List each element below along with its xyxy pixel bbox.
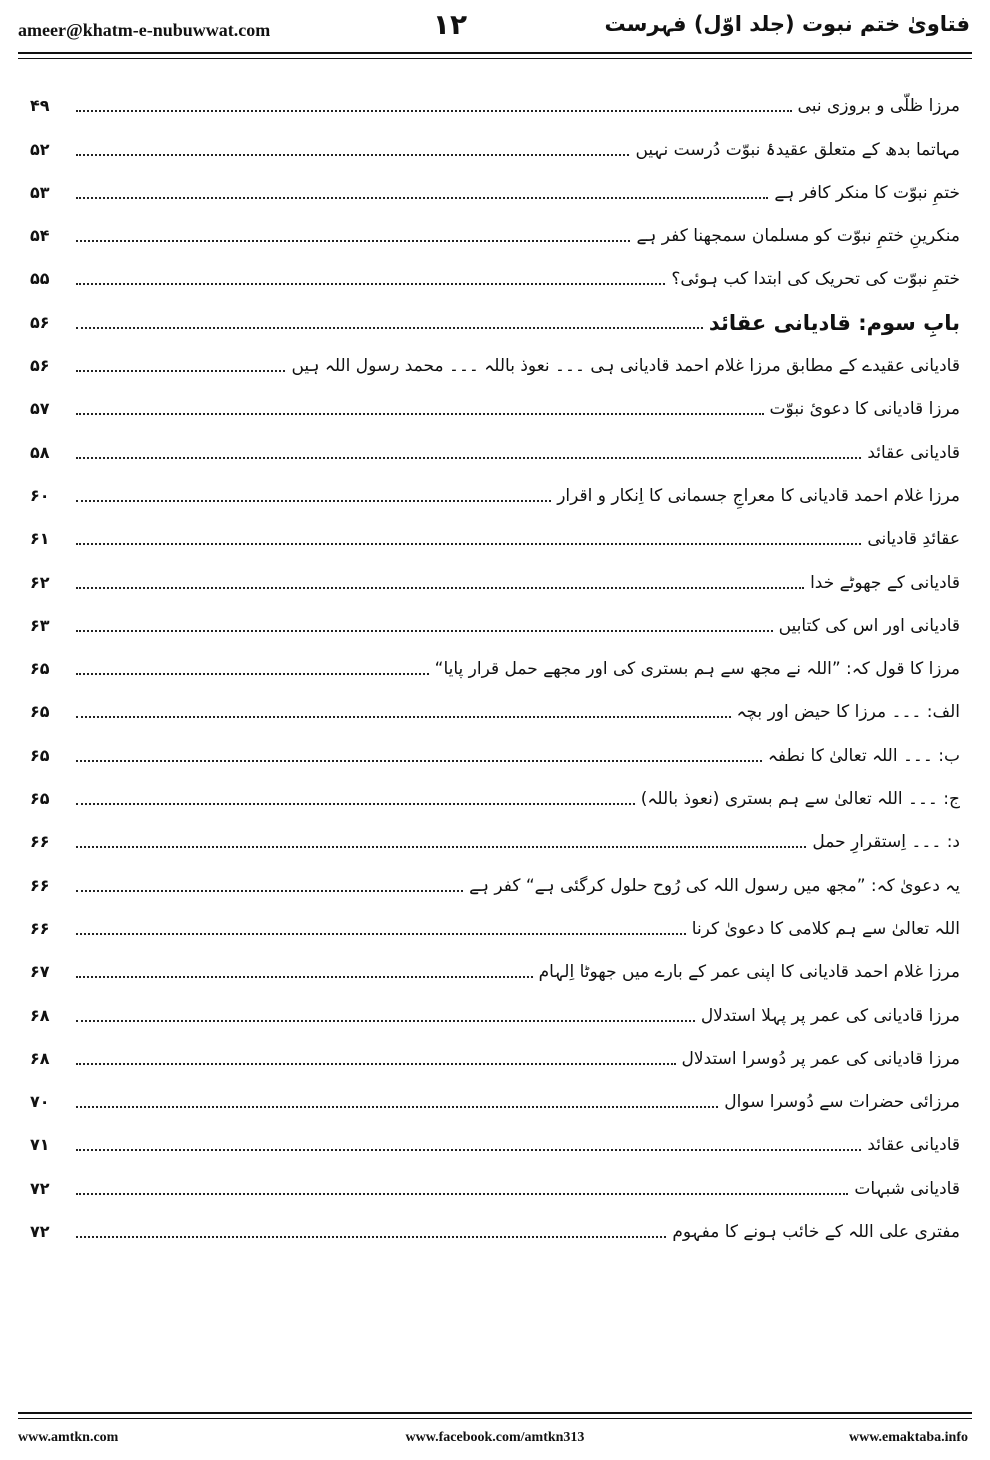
toc-entry-title: قادیانی عقیدے کے مطابق مرزا غلام احمد قادیانی ہی ۔۔۔ نعوذ باللہ ۔۔۔ محمد رسول اللہ ہیں: [291, 356, 960, 377]
toc-entry-title: ختمِ نبوّت کی تحریک کی ابتدا کب ہوئی؟: [671, 269, 960, 290]
toc-leader-dots: [76, 889, 463, 892]
toc-entry-title: قادیانی کے جھوٹے خدا: [810, 572, 960, 593]
toc-leader-dots: [76, 542, 861, 545]
toc-leader-dots: [76, 499, 551, 502]
toc-entry[interactable]: [30, 1070, 960, 1113]
footer-link-facebook[interactable]: www.facebook.com/amtkn313: [405, 1430, 585, 1445]
toc-leader-dots: [76, 759, 762, 762]
toc-entry-page: ۶۸: [30, 1005, 50, 1025]
toc-entry[interactable]: [30, 1113, 960, 1156]
toc-entry[interactable]: [30, 464, 960, 507]
toc-entry-title: قادیانی عقائد: [867, 1135, 960, 1156]
toc-entry[interactable]: [30, 74, 960, 117]
toc-chapter-heading[interactable]: [30, 290, 960, 333]
toc-entry-page: ۵۵: [30, 269, 50, 289]
toc-leader-dots: [76, 412, 764, 415]
toc-leader-dots: [76, 845, 806, 848]
toc-entry[interactable]: [30, 897, 960, 940]
table-of-contents: [30, 74, 960, 1243]
toc-entry-title: ج: ۔۔۔ اللہ تعالیٰ سے ہم بستری (نعوذ باللہ): [640, 789, 960, 810]
toc-entry-title: مرزا قادیانی کی عمر پر دُوسرا استدلال: [681, 1048, 960, 1069]
toc-entry[interactable]: [30, 767, 960, 810]
toc-entry-page: ۶۶: [30, 832, 50, 852]
toc-entry-title: مرزا ظلّی و بروزی نبی: [797, 96, 960, 117]
toc-entry-title: مفتری علی اللہ کے خائب ہونے کا مفہوم: [672, 1222, 960, 1243]
toc-entry[interactable]: [30, 637, 960, 680]
toc-entry[interactable]: [30, 377, 960, 420]
toc-entry-title: ختمِ نبوّت کا منکر کافر ہے: [774, 182, 960, 203]
toc-entry-page: ۶۰: [30, 485, 50, 505]
toc-entry-page: ۶۸: [30, 1048, 50, 1068]
toc-entry-page: ۵۳: [30, 182, 50, 202]
toc-entry-title: د: ۔۔۔ اِستقرارِ حمل: [812, 832, 960, 853]
header-rule-thin: [18, 58, 972, 59]
toc-leader-dots: [76, 629, 773, 632]
toc-entry[interactable]: [30, 334, 960, 377]
toc-entry-page: ۶۶: [30, 918, 50, 938]
footer-rule-thin: [18, 1418, 972, 1419]
toc-entry[interactable]: [30, 810, 960, 853]
toc-leader-dots: [76, 239, 630, 242]
toc-leader-dots: [76, 672, 429, 675]
toc-entry-title: مرزا غلام احمد قادیانی کا اپنی عمر کے بارے میں جھوٹا اِلہام: [538, 962, 960, 983]
toc-entry[interactable]: [30, 161, 960, 204]
toc-entry-page: ۵۴: [30, 226, 50, 246]
toc-entry[interactable]: [30, 204, 960, 247]
toc-entry[interactable]: [30, 983, 960, 1026]
page-header: [0, 0, 990, 78]
toc-entry[interactable]: [30, 594, 960, 637]
toc-entry-page: ۴۹: [30, 96, 50, 116]
toc-entry-page: ۶۳: [30, 615, 50, 635]
toc-entry[interactable]: [30, 420, 960, 463]
toc-entry[interactable]: [30, 723, 960, 766]
toc-entry-page: ۶۶: [30, 875, 50, 895]
toc-leader-dots: [76, 1148, 861, 1151]
toc-entry-page: ۵۲: [30, 139, 50, 159]
toc-entry[interactable]: [30, 1027, 960, 1070]
header-book-title: فتاویٰ ختم نبوت (جلد اوّل) فہرست: [604, 12, 970, 36]
toc-entry-title: مرزا غلام احمد قادیانی کا معراجِ جسمانی کا اِنکار و اقرار: [557, 485, 960, 506]
toc-leader-dots: [76, 456, 861, 459]
toc-leader-dots: [76, 153, 629, 156]
toc-entry-title: مرزائی حضرات سے دُوسرا سوال: [724, 1092, 960, 1113]
toc-leader-dots: [76, 1235, 666, 1238]
toc-entry-page: ۶۵: [30, 789, 50, 809]
toc-entry-page: ۵۶: [30, 312, 50, 332]
toc-entry[interactable]: [30, 940, 960, 983]
header-rule-thick: [18, 52, 972, 54]
toc-leader-dots: [76, 1192, 848, 1195]
toc-entry[interactable]: [30, 1156, 960, 1199]
toc-entry-page: ۶۷: [30, 962, 50, 982]
toc-entry-title: قادیانی شبہات: [854, 1178, 960, 1199]
toc-entry-title: مہاتما بدھ کے متعلق عقیدۂ نبوّت دُرست نہیں: [635, 139, 960, 160]
toc-entry[interactable]: [30, 680, 960, 723]
toc-entry-title: الف: ۔۔۔ مرزا کا حیض اور بچہ: [736, 702, 960, 723]
toc-entry-title: یہ دعویٰ کہ: ”مجھ میں رسول اللہ کی رُوح حلول کرگئی ہے“ کفر ہے: [469, 875, 960, 896]
toc-leader-dots: [76, 1019, 695, 1022]
toc-entry[interactable]: [30, 1200, 960, 1243]
toc-entry-title: مرزا قادیانی کی عمر پر پہلا استدلال: [700, 1005, 960, 1026]
toc-entry-page: ۵۶: [30, 356, 50, 376]
toc-entry-page: ۵۷: [30, 399, 50, 419]
toc-entry[interactable]: [30, 507, 960, 550]
footer-link-amtkn[interactable]: www.amtkn.com: [18, 1430, 119, 1445]
header-email: ameer@khatm-e-nubuwwat.com: [18, 20, 271, 40]
toc-leader-dots: [76, 196, 768, 199]
toc-entry-page: ۶۵: [30, 745, 50, 765]
toc-leader-dots: [76, 326, 703, 329]
toc-entry-page: ۵۸: [30, 442, 50, 462]
toc-entry-page: ۶۵: [30, 702, 50, 722]
toc-leader-dots: [76, 369, 285, 372]
toc-entry-title: مرزا قادیانی کا دعویٔ نبوّت: [769, 399, 960, 420]
toc-entry-page: ۷۱: [30, 1135, 50, 1155]
toc-leader-dots: [76, 586, 804, 589]
toc-leader-dots: [76, 932, 686, 935]
page-footer: [0, 1424, 990, 1454]
toc-entry-title: مرزا کا قول کہ: ”اللہ نے مجھ سے ہم بستری کی اور مجھے حمل قرار پایا“: [434, 659, 960, 680]
toc-entry[interactable]: [30, 550, 960, 593]
toc-leader-dots: [76, 975, 533, 978]
toc-entry-title: بابِ سوم: قادیانی عقائد: [708, 310, 960, 335]
toc-entry-page: ۶۲: [30, 572, 50, 592]
toc-entry-title: عقائدِ قادیانی: [867, 529, 960, 550]
footer-rule-thick: [18, 1412, 972, 1414]
toc-leader-dots: [76, 282, 665, 285]
toc-entry-title: منکرینِ ختمِ نبوّت کو مسلمان سمجھنا کفر ہے: [636, 226, 960, 247]
toc-entry-page: ۷۲: [30, 1178, 50, 1198]
toc-entry[interactable]: [30, 247, 960, 290]
toc-entry[interactable]: [30, 853, 960, 896]
toc-entry-page: ۶۵: [30, 659, 50, 679]
toc-leader-dots: [76, 1062, 676, 1065]
footer-link-emaktaba[interactable]: www.emaktaba.info: [848, 1430, 968, 1445]
toc-leader-dots: [76, 1105, 718, 1108]
toc-entry-title: قادیانی عقائد: [867, 442, 960, 463]
toc-entry-page: ۶۱: [30, 529, 50, 549]
toc-entry-title: قادیانی اور اس کی کتابیں: [778, 615, 960, 636]
toc-entry-page: ۷۲: [30, 1222, 50, 1242]
toc-entry-page: ۷۰: [30, 1092, 50, 1112]
toc-entry-title: ب: ۔۔۔ اللہ تعالیٰ کا نطفہ: [767, 745, 960, 766]
toc-leader-dots: [76, 109, 792, 112]
toc-leader-dots: [76, 715, 731, 718]
header-page-number: ١٢: [432, 8, 468, 41]
toc-entry-title: اللہ تعالیٰ سے ہم کلامی کا دعویٰ کرنا: [691, 918, 960, 939]
toc-leader-dots: [76, 802, 635, 805]
toc-entry[interactable]: [30, 117, 960, 160]
